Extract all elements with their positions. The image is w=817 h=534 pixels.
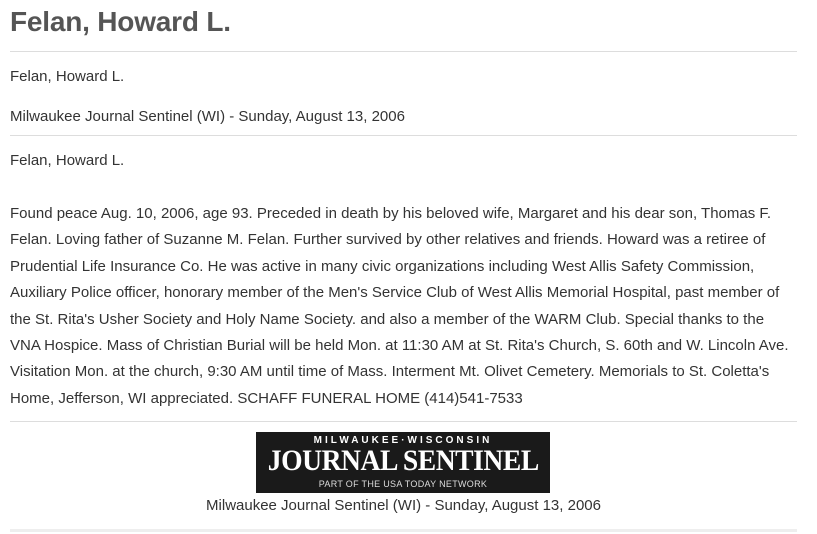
journal-sentinel-logo — [256, 432, 550, 493]
logo-caption: Milwaukee Journal Sentinel (WI) - Sunday, August 13, 2006 — [206, 497, 601, 514]
name-line: Felan, Howard L. — [10, 68, 125, 85]
logo-sub-text: PART OF THE USA TODAY NETWORK — [318, 479, 488, 489]
body-name: Felan, Howard L. — [10, 152, 125, 169]
header-divider — [10, 135, 797, 136]
body-divider — [10, 421, 797, 422]
title-divider — [10, 51, 797, 52]
source-line: Milwaukee Journal Sentinel (WI) - Sunday, August 13, 2006 — [10, 108, 405, 125]
logo-main-text: JOURNAL SENTINEL — [267, 444, 539, 477]
page-title: Felan, Howard L. — [10, 6, 231, 37]
obituary-text: Found peace Aug. 10, 2006, age 93. Preceded in death by his beloved wife, Margaret and his dear son, Thomas F. Felan. Loving father of Suzanne M. Felan. Further survived by other relatives and friends. Howard was a retiree of Prudential Life Insurance Co. He was active in many civic organizations including West Allis Safety Commission, Auxiliary Police officer, honorary member of the Men's Service Club of West Allis Memorial Hospital, past member of the St. Rita's Usher Society and Holy Name Society. and also a member of the WARM Club. Special thanks to the VNA Hospice. Mass of Christian Burial will be held Mon. at 11:30 AM at St. Rita's Church, S. 60th and W. Lincoln Ave. Visitation Mon. at the church, 9:30 AM until time of Mass. Interment Mt. Olivet Cemetery. Memorials to St. Coletta's Home, Jefferson, WI appreciated. SCHAFF FUNERAL HOME (414)541-7533 — [10, 205, 789, 407]
bottom-divider — [10, 529, 797, 532]
logo-top-text: MILWAUKEE·WISCONSIN — [313, 435, 493, 446]
